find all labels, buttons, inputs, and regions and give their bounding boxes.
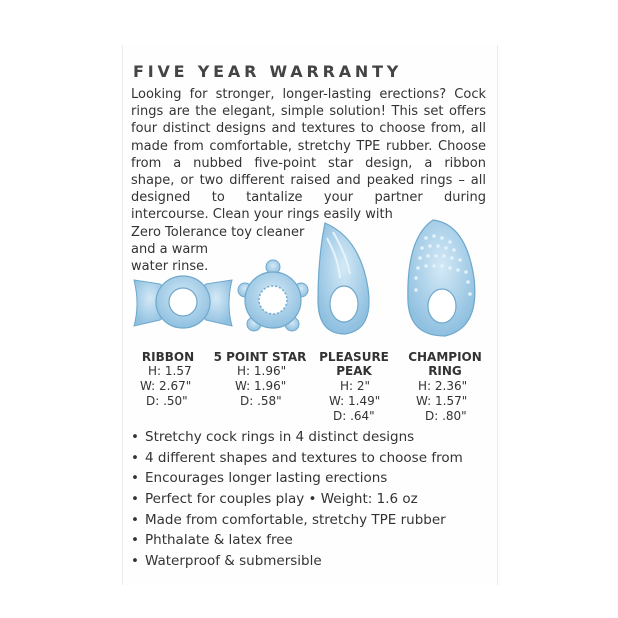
feature-text: 4 different shapes and textures to choose from xyxy=(145,449,463,466)
star-ring-icon xyxy=(238,260,308,331)
bullet-icon: • xyxy=(131,553,139,570)
ring-width: W: 2.67" xyxy=(140,379,192,393)
intro-line: from a nubbed five-point star design, a ribbon xyxy=(131,155,486,171)
ring-name-pleasure-peak xyxy=(318,350,390,378)
ring-height: H: 2" xyxy=(340,379,371,393)
ring-name-line: PEAK xyxy=(336,364,372,378)
rings-illustration xyxy=(130,218,490,348)
intro-line: Zero Tolerance toy cleaner xyxy=(131,224,305,240)
pleasure-peak-ring-icon xyxy=(318,223,369,334)
ring-width: W: 1.49" xyxy=(329,394,381,408)
ribbon-ring-icon xyxy=(134,276,232,328)
feature-item xyxy=(131,510,496,531)
ring-height: H: 1.96" xyxy=(237,364,287,378)
bullet-icon: • xyxy=(131,449,139,466)
feature-item xyxy=(131,448,496,469)
ring-depth: D: .58" xyxy=(240,394,282,408)
ring-height: H: 2.36" xyxy=(418,379,468,393)
feature-list xyxy=(131,427,496,572)
intro-line: and a warm xyxy=(131,241,209,257)
ring-depth: D: .64" xyxy=(333,409,375,423)
ring-name-champion-ring xyxy=(404,350,486,378)
feature-item xyxy=(131,489,496,510)
feature-item xyxy=(131,530,496,551)
ring-name-ribbon: RIBBON xyxy=(141,350,195,364)
bullet-icon: • xyxy=(131,511,139,528)
intro-line: water rinse. xyxy=(131,259,209,275)
bullet-icon: • xyxy=(131,470,139,487)
intro-line: designed to tantalize your partner during xyxy=(131,190,486,206)
intro-line: four distinct designs and textures to choose from, all xyxy=(131,121,486,137)
ring-width: W: 1.96" xyxy=(235,379,287,393)
ring-width: W: 1.57" xyxy=(416,394,468,408)
bullet-icon: • xyxy=(131,491,139,508)
warranty-title: FIVE YEAR WARRANTY xyxy=(133,62,403,81)
feature-item xyxy=(131,468,496,489)
bullet-icon: • xyxy=(131,532,139,549)
ring-height: H: 1.57 xyxy=(148,364,192,378)
intro-line: shape, or two different raised and peaked rings – all xyxy=(131,173,486,189)
intro-line: made from comfortable, stretchy TPE rubber. Choose xyxy=(131,138,486,154)
ring-name-line: CHAMPION xyxy=(408,350,482,364)
feature-text: Phthalate & latex free xyxy=(145,532,293,549)
ring-name-line: PLEASURE xyxy=(319,350,389,364)
feature-item xyxy=(131,427,496,448)
intro-line: intercourse. Clean your rings easily with xyxy=(131,207,393,223)
intro-line: rings are the elegant, simple solution! This set offers xyxy=(131,104,486,120)
feature-text: Waterproof & submersible xyxy=(145,553,322,570)
feature-text: Stretchy cock rings in 4 distinct designs xyxy=(145,429,415,445)
feature-text: Perfect for couples play • Weight: 1.6 oz xyxy=(145,491,418,508)
feature-text: Encourages longer lasting erections xyxy=(145,470,388,487)
bullet-icon: • xyxy=(131,429,139,445)
feature-text: Made from comfortable, stretchy TPE rubber xyxy=(145,511,446,528)
ring-name-5-point-star: 5 POINT STAR xyxy=(213,350,307,364)
feature-item xyxy=(131,551,496,572)
ring-name-line: RING xyxy=(428,364,462,378)
intro-line: Looking for stronger, longer-lasting erections? Cock xyxy=(131,87,486,102)
ring-depth: D: .80" xyxy=(425,409,467,423)
ring-depth: D: .50" xyxy=(146,394,188,408)
champion-ring-icon xyxy=(408,220,475,336)
